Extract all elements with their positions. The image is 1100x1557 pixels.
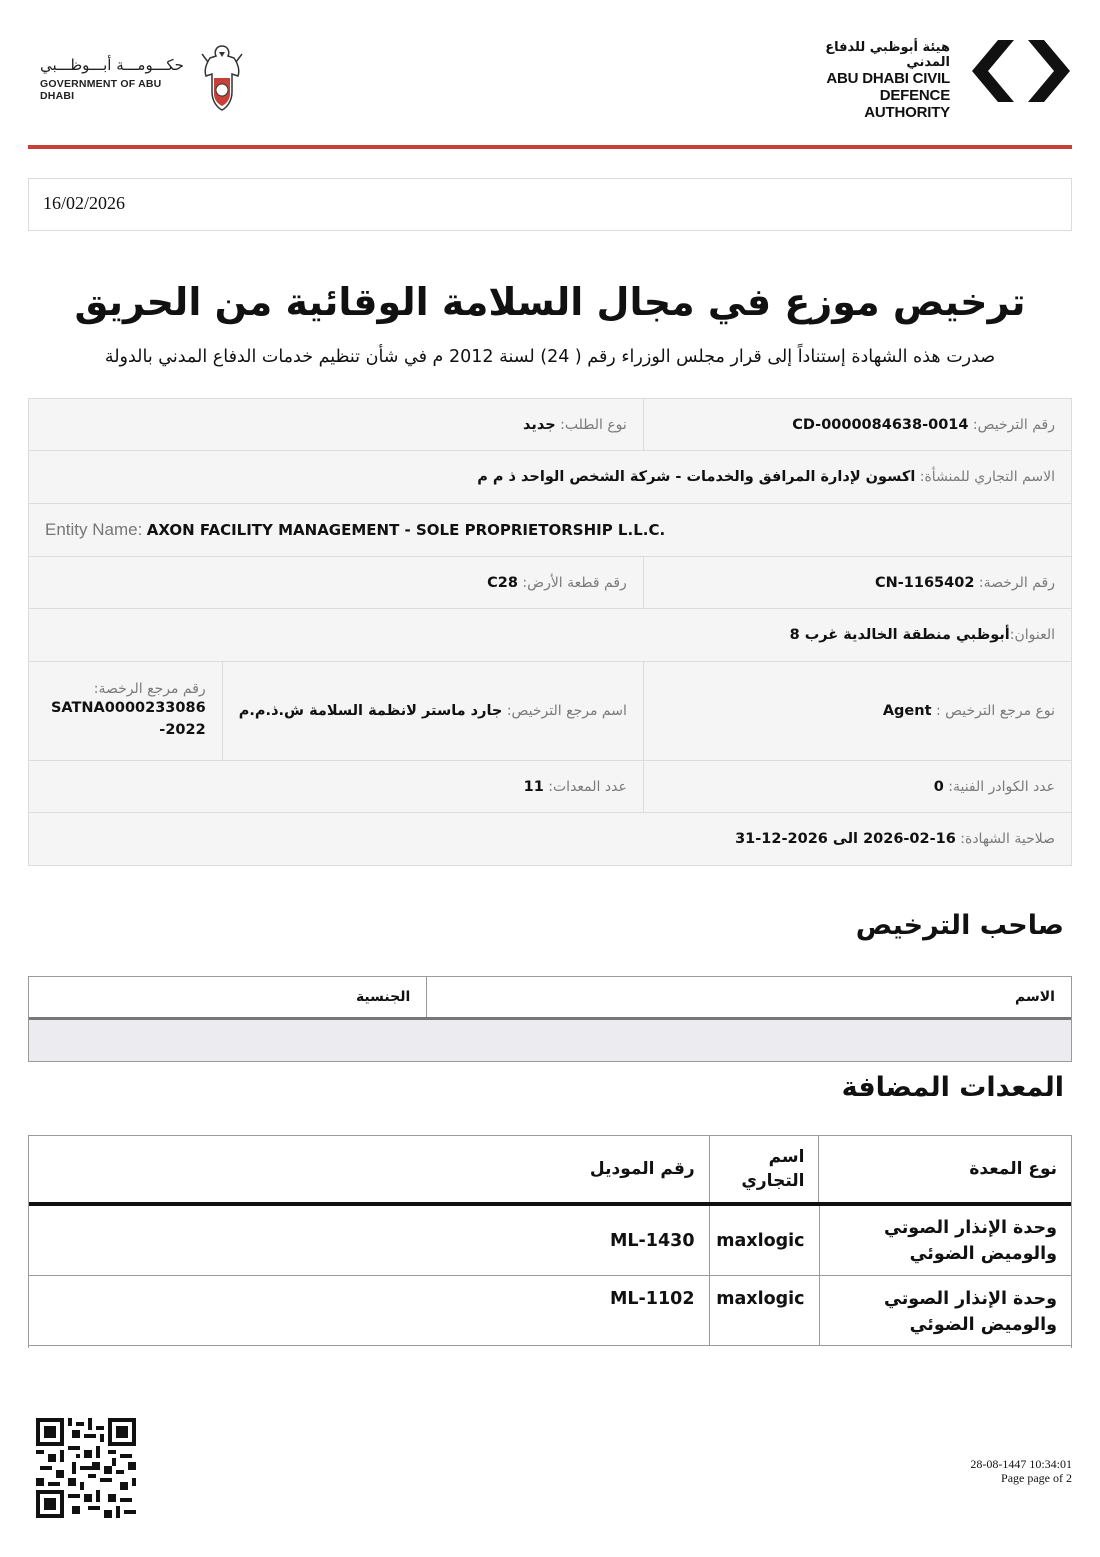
reference-permit-value: SATNA0000233086-2022 bbox=[50, 700, 206, 738]
chevrons-mark-icon bbox=[970, 40, 1072, 102]
equipment-type-cell: وحدة الإنذار الصوتي والوميض الضوئي bbox=[884, 1289, 1057, 1335]
table-row bbox=[29, 1276, 1071, 1346]
license-number-cell bbox=[644, 399, 1071, 450]
trade-name-label: الاسم التجاري للمنشأة: bbox=[919, 469, 1055, 485]
civil-defence-logo-text bbox=[800, 40, 950, 121]
permit-number-cell bbox=[644, 557, 1071, 608]
permit-number-label: رقم الرخصة: bbox=[978, 574, 1055, 591]
header-divider bbox=[28, 145, 1072, 149]
model-column-header: رقم الموديل bbox=[29, 1136, 710, 1202]
equipment-type-cell: وحدة الإنذار الصوتي والوميض الضوئي bbox=[884, 1217, 1057, 1264]
license-number-value: CD-0000084638-0014 bbox=[792, 416, 969, 433]
brand-column-header: اسم التجاري bbox=[710, 1136, 820, 1202]
address-value: أبوظبي منطقة الخالدية غرب 8 bbox=[789, 627, 1010, 643]
equipment-table bbox=[28, 1135, 1072, 1348]
entity-name-cell bbox=[29, 504, 1071, 556]
request-type-value: جديد bbox=[523, 416, 556, 433]
falcon-emblem-icon bbox=[196, 40, 248, 112]
brand-cell: maxlogic bbox=[710, 1206, 820, 1275]
equipment-count-cell bbox=[29, 761, 644, 812]
civil-defence-name-english-line1: ABU DHABI CIVIL DEFENCE bbox=[826, 70, 950, 104]
technical-staff-cell bbox=[644, 761, 1071, 812]
info-row-permit bbox=[29, 557, 1071, 609]
info-row-trade-name bbox=[29, 451, 1071, 504]
info-row-address bbox=[29, 609, 1071, 662]
request-type-cell bbox=[29, 399, 644, 450]
added-equipment-title: المعدات المضافة bbox=[841, 1072, 1064, 1103]
page-title: ترخيص موزع في مجال السلامة الوقائية من الحريق bbox=[74, 280, 1026, 324]
license-info-table bbox=[28, 398, 1072, 866]
equipment-count-label: عدد المعدات: bbox=[548, 778, 627, 795]
reference-permit-label: رقم مرجع الرخصة: bbox=[93, 681, 206, 697]
entity-name-value: AXON FACILITY MANAGEMENT - SOLE PROPRIETORSHIP L.L.C. bbox=[146, 521, 666, 539]
reference-name-cell bbox=[223, 662, 644, 760]
equipment-type-column-header: نوع المعدة bbox=[969, 1159, 1057, 1179]
footer-page-number: Page page of 2 bbox=[1001, 1471, 1072, 1485]
reference-name-label: اسم مرجع الترخيص: bbox=[506, 703, 627, 719]
qr-code bbox=[36, 1418, 136, 1518]
entity-name-label: Entity Name: bbox=[45, 520, 143, 539]
info-row-validity bbox=[29, 813, 1071, 865]
technical-staff-value: 0 bbox=[933, 778, 944, 795]
equipment-header-row bbox=[29, 1136, 1071, 1206]
reference-type-value: Agent bbox=[882, 703, 932, 719]
equipment-count-value: 11 bbox=[523, 778, 544, 795]
nationality-column-header: الجنسية bbox=[29, 977, 427, 1017]
trade-name-cell bbox=[29, 451, 1071, 503]
reference-permit-cell bbox=[29, 662, 223, 760]
footer-meta bbox=[970, 1457, 1072, 1485]
civil-defence-name-english-line2: AUTHORITY bbox=[864, 104, 950, 121]
reference-type-cell bbox=[644, 662, 1071, 760]
technical-staff-label: عدد الكوادر الفنية: bbox=[948, 778, 1055, 795]
plot-number-label: رقم قطعة الأرض: bbox=[522, 574, 627, 591]
model-cell: ML-1430 bbox=[29, 1206, 710, 1275]
license-number-label: رقم الترخيص: bbox=[972, 416, 1055, 433]
government-logo bbox=[40, 40, 250, 112]
trade-name-value: اكسون لإدارة المرافق والخدمات - شركة الشخص الواحد ذ م م bbox=[477, 469, 916, 485]
government-name-english: GOVERNMENT OF ABU DHABI bbox=[40, 78, 162, 102]
civil-defence-name-arabic: هيئة أبوظبي للدفاع المدني bbox=[825, 40, 950, 70]
page-subtitle: صدرت هذه الشهادة إستناداً إلى قرار مجلس الوزراء رقم ( 24) لسنة 2012 م في شأن تنظيم خدمات الدفاع المدني بالدولة bbox=[104, 347, 996, 367]
government-name-arabic: حكـــومـــة أبـــوظـــبي bbox=[40, 56, 184, 74]
permit-number-value: CN-1165402 bbox=[875, 574, 975, 591]
brand-cell: maxlogic bbox=[710, 1276, 820, 1346]
request-type-label: نوع الطلب: bbox=[560, 416, 627, 433]
license-holder-header-row bbox=[29, 977, 1071, 1020]
license-holder-empty-row bbox=[29, 1020, 1071, 1061]
civil-defence-logo bbox=[807, 38, 1072, 121]
plot-number-value: C28 bbox=[487, 574, 518, 591]
info-row-entity-name bbox=[29, 504, 1071, 557]
reference-name-value: جارد ماستر لانظمة السلامة ش.ذ.م.م bbox=[238, 703, 503, 719]
model-cell: ML-1102 bbox=[29, 1276, 710, 1346]
reference-type-label: نوع مرجع الترخيص : bbox=[935, 703, 1055, 719]
name-column-header: الاسم bbox=[1015, 989, 1055, 1005]
validity-label: صلاحية الشهادة: bbox=[960, 831, 1055, 847]
license-holder-title: صاحب الترخيص bbox=[855, 910, 1064, 941]
validity-value: 2026-02-16 الى 2026-12-31 bbox=[735, 831, 956, 847]
issue-date: 16/02/2026 bbox=[43, 193, 126, 213]
address-label: العنوان: bbox=[1009, 627, 1055, 643]
info-row-license bbox=[29, 399, 1071, 451]
address-cell bbox=[29, 609, 1071, 661]
table-row bbox=[29, 1206, 1071, 1276]
plot-number-cell bbox=[29, 557, 644, 608]
footer-timestamp: 28-08-1447 10:34:01 bbox=[970, 1457, 1072, 1471]
government-logo-text bbox=[40, 56, 190, 102]
validity-cell bbox=[29, 813, 1071, 865]
info-row-reference bbox=[29, 662, 1071, 761]
date-box bbox=[28, 178, 1072, 231]
info-row-counts bbox=[29, 761, 1071, 813]
license-holder-table bbox=[28, 976, 1072, 1062]
